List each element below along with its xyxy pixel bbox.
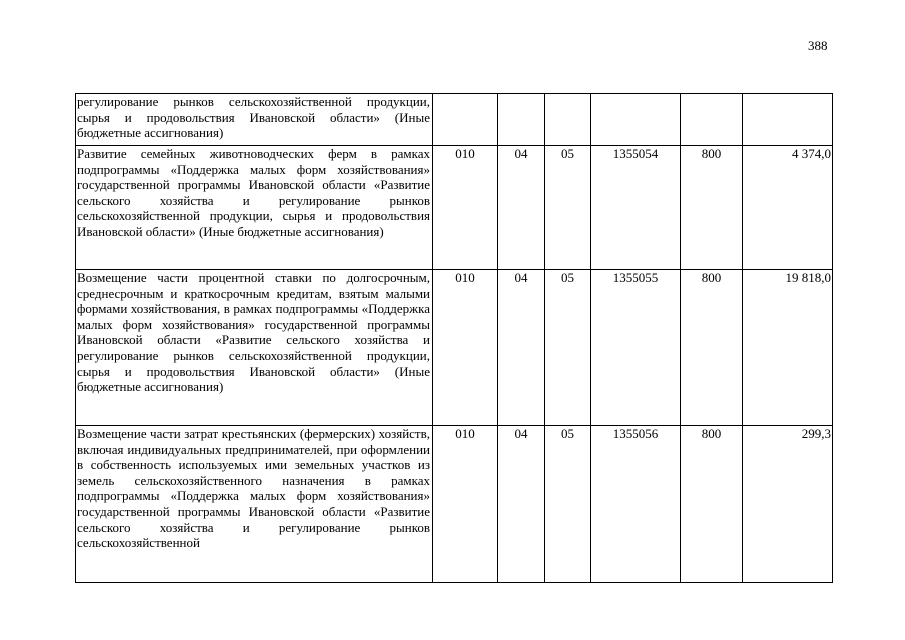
section-code: 04 <box>498 146 545 270</box>
ministry-code: 010 <box>433 146 498 270</box>
section-code: 04 <box>498 270 545 426</box>
table-row <box>76 426 833 583</box>
table-row <box>76 94 833 146</box>
amount-value <box>743 94 833 146</box>
subsection-code <box>545 94 591 146</box>
ministry-code: 010 <box>433 270 498 426</box>
target-article-code: 1355055 <box>591 270 681 426</box>
ministry-code <box>433 94 498 146</box>
ministry-code: 010 <box>433 426 498 583</box>
row-description-text: Возмещение части затрат крестьянских (фермерских) хозяйств, включая индивидуальных предпринимателей, при оформлении в собственность используемых ими земельных участков из земель сельскохозяйственного назначения в рамках подпрограммы «Поддержка малых форм хозяйствования» государственной программы Ивановской области «Развитие сельского хозяйства и регулирование рынков сельскохозяйственной <box>77 426 430 551</box>
subsection-code: 05 <box>545 270 591 426</box>
target-article-code <box>591 94 681 146</box>
row-description <box>76 426 433 583</box>
row-description <box>76 146 433 270</box>
expense-type-code: 800 <box>681 146 743 270</box>
section-code <box>498 94 545 146</box>
row-description-text: Возмещение части процентной ставки по долгосрочным, среднесрочным и краткосрочным кредитам, взятым малыми формами хозяйствования, в рамках подпрограммы «Поддержка малых форм хозяйствования» государственной программы Ивановской области «Развитие сельского хозяйства и регулирование рынков сельскохозяйственной продукции, сырья и продовольствия Ивановской области» (Иные бюджетные ассигнования) <box>77 270 430 395</box>
expense-type-code <box>681 94 743 146</box>
target-article-code: 1355056 <box>591 426 681 583</box>
expense-type-code: 800 <box>681 426 743 583</box>
target-article-code: 1355054 <box>591 146 681 270</box>
subsection-code: 05 <box>545 426 591 583</box>
table-row <box>76 146 833 270</box>
row-description <box>76 94 433 146</box>
table-row <box>76 270 833 426</box>
row-description-text: Развитие семейных животноводческих ферм в рамках подпрограммы «Поддержка малых форм хозяйствования» государственной программы Ивановской области «Развитие сельского хозяйства и регулирование рынков сельскохозяйственной продукции, сырья и продовольствия Ивановской области» (Иные бюджетные ассигнования) <box>77 146 430 239</box>
page-number: 388 <box>808 38 828 53</box>
row-description-text: регулирование рынков сельскохозяйственной продукции, сырья и продовольствия Ивановской области» (Иные бюджетные ассигнования) <box>77 94 430 141</box>
budget-table <box>75 93 833 583</box>
row-description <box>76 270 433 426</box>
amount-value: 19 818,0 <box>743 270 833 426</box>
section-code: 04 <box>498 426 545 583</box>
subsection-code: 05 <box>545 146 591 270</box>
amount-value: 4 374,0 <box>743 146 833 270</box>
amount-value: 299,3 <box>743 426 833 583</box>
expense-type-code: 800 <box>681 270 743 426</box>
